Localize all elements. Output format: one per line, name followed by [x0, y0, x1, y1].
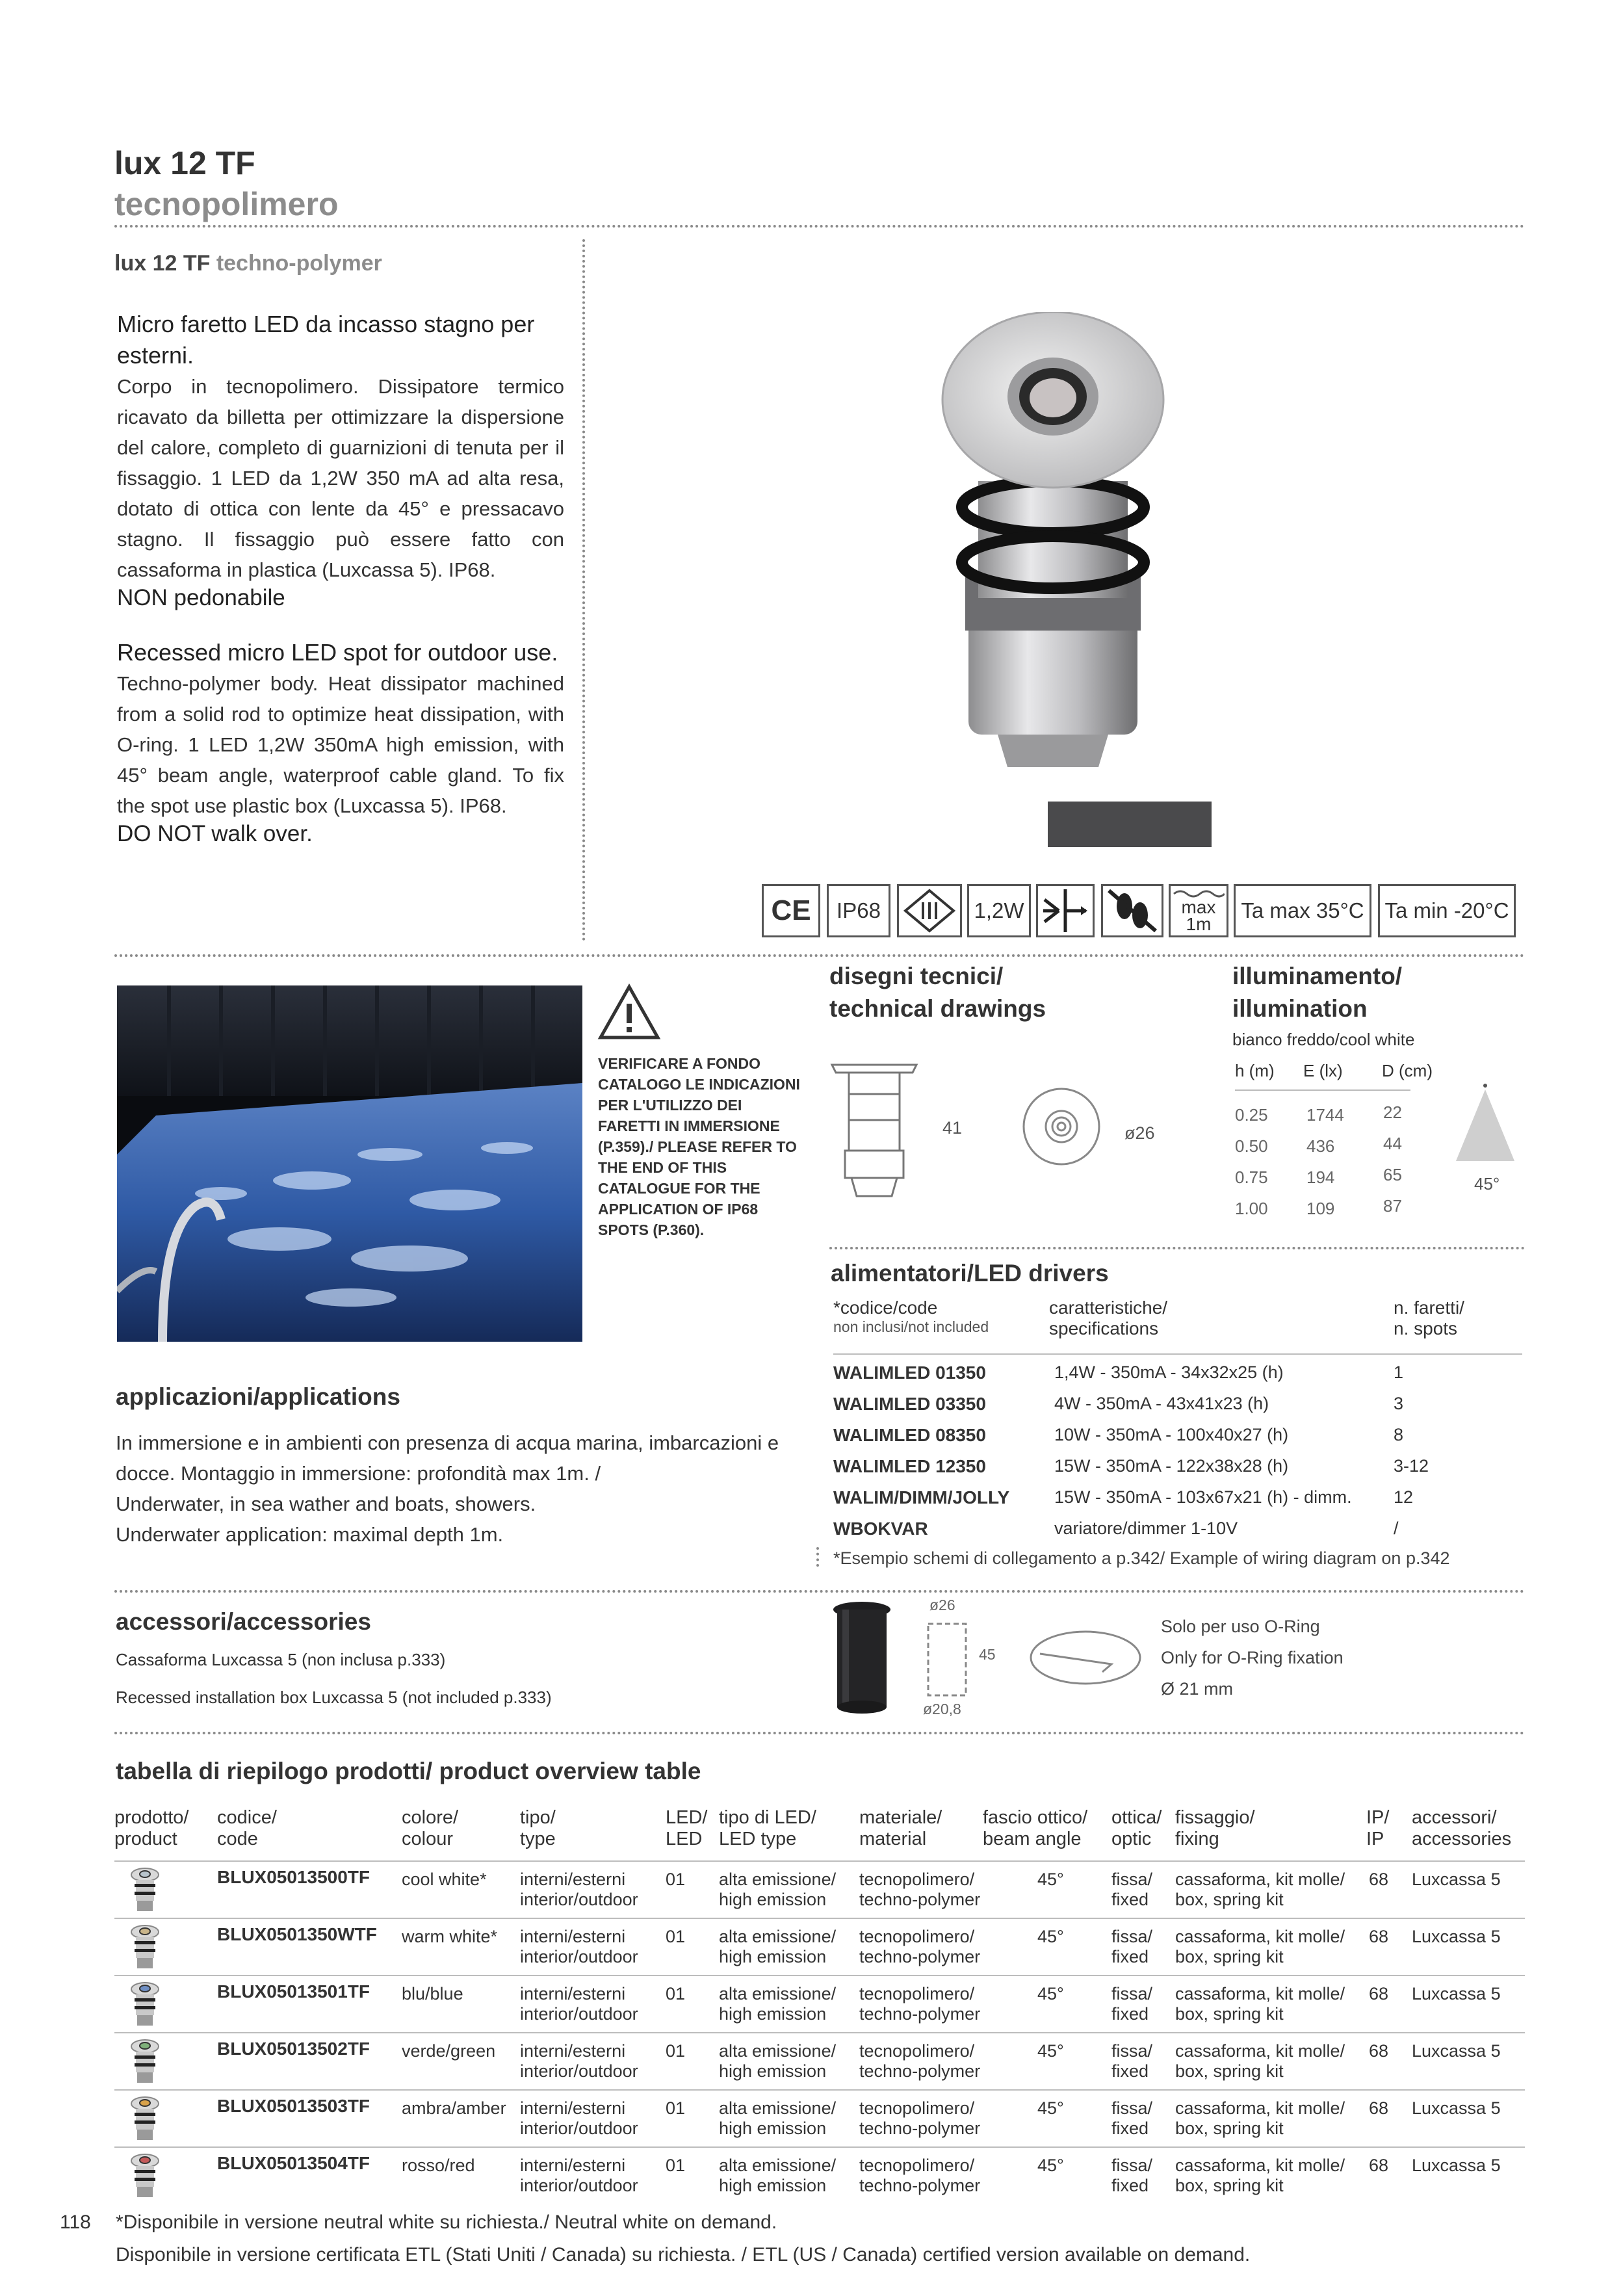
driver-row: WALIM/DIMM/JOLLY 15W - 350mA - 103x67x21 (h) - dimm. 12 — [833, 1487, 1414, 1507]
description — [117, 309, 564, 847]
accessories: Luxcassa 5 — [1412, 1984, 1501, 2003]
illum-rule — [1235, 1089, 1410, 1091]
illum-cell: 44 — [1383, 1134, 1402, 1153]
illumination-colour: bianco freddo/cool white — [1232, 1030, 1415, 1049]
header-fixing: fissaggio/ fixing — [1175, 1807, 1255, 1849]
colour: cool white* — [402, 1870, 487, 1889]
overview-header — [114, 1807, 1525, 1853]
colour: ambra/amber — [402, 2098, 506, 2118]
oring-text: Solo per uso O-Ring Only for O-Ring fixation Ø 21 mm — [1161, 1617, 1344, 1699]
description-it-head: Micro faretto LED da incasso stagno per esterni. — [117, 311, 535, 369]
illum-cell: 65 — [1383, 1165, 1402, 1184]
page-title: lux 12 TF — [114, 145, 255, 181]
beam-angle: 45° — [1037, 2098, 1064, 2118]
beam-angle: 45° — [1037, 2156, 1064, 2175]
description-it-body: Corpo in tecnopolimero. Dissipatore termico ricavato da billetta per ottimizzare la dispersione del calore, completo di guarnizioni di tenuta per il fissaggio. 1 LED da 1,2W 350 mA ad alta resa, dotato di ottica con lente da 45° e pressacavo stagno. Il fissaggio può essere fatto con cassaforma in plastica (Luxcassa 5). IP68. — [117, 375, 564, 581]
accessories: Luxcassa 5 — [1412, 2098, 1501, 2118]
max-label: max — [1181, 897, 1216, 917]
header-beam: fascio ottico/ beam angle — [983, 1807, 1088, 1849]
type: interni/esterni interior/outdoor — [520, 2098, 638, 2138]
illum-cell: 22 — [1383, 1102, 1402, 1122]
applications-line: In immersione e in ambienti con presenza di acqua marina, imbarcazioni e — [116, 1431, 779, 1454]
warning-text: VERIFICARE A FONDO CATALOGO LE INDICAZIONI PER L'UTILIZZO DEI FARETTI IN IMMERSIONE (P.359)./ PLEASE REFER TO THE END OF THIS CATALOGUE FOR THE APPLICATION OF IP68 SPOTS (P.360). — [598, 1055, 800, 1238]
divider — [114, 954, 1525, 957]
product-code: BLUX05013504TF — [217, 2153, 370, 2173]
height-dimension: 41 — [942, 1118, 963, 1138]
ip-rating: 68 — [1369, 2041, 1389, 2061]
en-title — [114, 251, 382, 276]
drivers-rule — [833, 1353, 1522, 1355]
page-number: 118 — [60, 2211, 91, 2233]
led-count: 01 — [666, 1870, 686, 1889]
overview-title: tabella di riepilogo prodotti/ product overview table — [116, 1758, 701, 1784]
material: tecnopolimero/ techno-polymer — [859, 2156, 981, 2195]
product-code: BLUX05013500TF — [217, 1867, 370, 1887]
description-en-body: Techno-polymer body. Heat dissipator machined from a solid rod to optimize heat dissipation, with O-ring. 1 LED 1,2W 350mA high emission, with 45° beam angle, waterproof cable gland. To fix the spot use plastic box (Luxcassa 5). IP68. — [117, 672, 564, 817]
accessories-line-en: Recessed installation box Luxcassa 5 (not included p.333) — [116, 1688, 552, 1707]
fixing: cassaforma, kit molle/ box, spring kit — [1175, 1870, 1345, 1909]
beam-angle: 45° — [1037, 1870, 1064, 1889]
beam-angle-label: 45° — [1474, 1174, 1500, 1194]
led-type: alta emissione/ high emission — [719, 1927, 837, 1966]
table-row — [114, 1918, 1525, 1976]
colour: rosso/red — [402, 2156, 475, 2175]
optic: fissa/ fixed — [1111, 1870, 1153, 1909]
type: interni/esterni interior/outdoor — [520, 2041, 638, 2081]
ip-rating: 68 — [1369, 1927, 1389, 1946]
accessories-title: accessori/accessories — [116, 1608, 371, 1635]
page-subtitle: tecnopolimero — [114, 186, 339, 222]
illumination-title: illuminamento/ illumination — [1232, 963, 1403, 1022]
divider — [114, 225, 1525, 228]
beam-angle: 45° — [1037, 2041, 1064, 2061]
divider — [829, 1247, 1525, 1249]
ce-mark: CE — [762, 884, 820, 937]
driver-row: WALIMLED 08350 10W - 350mA - 100x40x27 (h) 8 — [833, 1425, 1404, 1445]
led-count: 01 — [666, 1927, 686, 1946]
en-title-bold: lux 12 TF — [114, 251, 211, 276]
class-iii-icon — [897, 884, 962, 937]
header-material: materiale/ material — [859, 1807, 942, 1849]
illum-cell: 0.50 — [1235, 1136, 1268, 1156]
top-drawing — [1019, 1084, 1104, 1169]
header-type: tipo/ type — [520, 1807, 556, 1849]
header-accessories: accessori/ accessories — [1412, 1807, 1512, 1849]
product-code: BLUX05013503TF — [217, 2096, 370, 2116]
illum-cell: 87 — [1383, 1196, 1402, 1216]
product-thumbnail — [130, 1924, 160, 1971]
applications-line: docce. Montaggio in immersione: profondità max 1m. / — [116, 1462, 601, 1485]
product-thumbnail — [130, 2153, 160, 2200]
colour: verde/green — [402, 2041, 496, 2061]
beam-angle: 45° — [1037, 1984, 1064, 2003]
header-led-type: tipo di LED/ LED type — [719, 1807, 816, 1849]
ta-min: Ta min -20°C — [1378, 884, 1516, 937]
beam-direction-icon — [1036, 884, 1095, 937]
led-count: 01 — [666, 1984, 686, 2003]
type: interni/esterni interior/outdoor — [520, 1870, 638, 1909]
illum-cell: 0.25 — [1235, 1105, 1268, 1125]
divider — [114, 1590, 1525, 1593]
fixing: cassaforma, kit molle/ box, spring kit — [1175, 2156, 1345, 2195]
illumination-table — [1235, 1061, 1456, 1230]
table-row — [114, 2089, 1525, 2148]
divider — [114, 1732, 1525, 1734]
colour: blu/blue — [402, 1984, 463, 2003]
power-rating: 1,2W — [967, 884, 1031, 937]
header-ip: IP/ IP — [1366, 1807, 1390, 1849]
product-code: BLUX0501350WTF — [217, 1924, 377, 1944]
description-en-note: DO NOT walk over. — [117, 821, 313, 846]
ip-rating: 68 — [1369, 1984, 1389, 2003]
accessories: Luxcassa 5 — [1412, 2156, 1501, 2175]
table-row — [114, 2146, 1525, 2205]
colour: warm white* — [402, 1927, 498, 1946]
divider-vertical — [816, 1547, 819, 1567]
header-colour: colore/ colour — [402, 1807, 459, 1849]
illum-cell: 109 — [1306, 1199, 1335, 1218]
material: tecnopolimero/ techno-polymer — [859, 2098, 981, 2138]
fixing: cassaforma, kit molle/ box, spring kit — [1175, 2041, 1345, 2081]
product-code: BLUX05013501TF — [217, 1981, 370, 2002]
material: tecnopolimero/ techno-polymer — [859, 2041, 981, 2081]
type: interni/esterni interior/outdoor — [520, 1927, 638, 1966]
applications-line: Underwater application: maximal depth 1m. — [116, 1523, 504, 1546]
box-dim-side: 45 — [979, 1646, 996, 1663]
led-count: 01 — [666, 2041, 686, 2061]
illum-header-d: D (cm) — [1382, 1061, 1433, 1080]
drawings-title: disegni tecnici/ technical drawings — [829, 963, 1046, 1022]
led-count: 01 — [666, 2098, 686, 2118]
material: tecnopolimero/ techno-polymer — [859, 1927, 981, 1966]
depth-label: 1m — [1186, 914, 1212, 934]
illum-cell: 0.75 — [1235, 1168, 1268, 1187]
driver-row: WALIMLED 12350 15W - 350mA - 122x38x28 (h) 3-12 — [833, 1456, 1429, 1476]
illum-cell: 1.00 — [1235, 1199, 1268, 1218]
header-optic: ottica/ optic — [1111, 1807, 1162, 1849]
table-row — [114, 2032, 1525, 2091]
ta-max: Ta max 35°C — [1234, 884, 1371, 937]
accessories: Luxcassa 5 — [1412, 1870, 1501, 1889]
luxcassa-box-image — [829, 1600, 894, 1717]
header-product: prodotto/ product — [114, 1807, 189, 1849]
fixing: cassaforma, kit molle/ box, spring kit — [1175, 1927, 1345, 1966]
ip-rating: 68 — [1369, 1870, 1389, 1889]
illum-header-e: E (lx) — [1303, 1061, 1343, 1080]
colour-swatch — [1048, 802, 1212, 847]
box-dim-top: ø26 — [929, 1597, 955, 1613]
drivers-header-code: *codice/code non inclusi/not included — [833, 1298, 989, 1335]
product-thumbnail — [130, 2039, 160, 2085]
led-count: 01 — [666, 2156, 686, 2175]
ip-rating: 68 — [1369, 2098, 1389, 2118]
illum-cell: 436 — [1306, 1136, 1335, 1156]
driver-row: WALIMLED 03350 4W - 350mA - 43x41x23 (h) 3 — [833, 1394, 1404, 1414]
led-type: alta emissione/ high emission — [719, 2041, 837, 2081]
driver-row: WALIMLED 01350 1,4W - 350mA - 34x32x25 (h) 1 — [833, 1363, 1404, 1383]
applications-title: applicazioni/applications — [116, 1383, 400, 1410]
side-drawing — [829, 1058, 927, 1201]
accessories: Luxcassa 5 — [1412, 2041, 1501, 2061]
drivers-note: *Esempio schemi di collegamento a p.342/ Example of wiring diagram on p.342 — [833, 1548, 1450, 1568]
footer-note-2: Disponibile in versione certificata ETL (Stati Uniti / Canada) su richiesta. / ETL (US / Canada) certified version available on demand. — [116, 2244, 1251, 2265]
accessories: Luxcassa 5 — [1412, 1927, 1501, 1946]
driver-row: WBOKVAR variatore/dimmer 1-10V / — [833, 1519, 1399, 1539]
diameter-dimension: ø26 — [1124, 1123, 1155, 1143]
product-thumbnail — [130, 2096, 160, 2143]
illum-header-h: h (m) — [1235, 1061, 1275, 1080]
optic: fissa/ fixed — [1111, 2098, 1153, 2138]
drivers-title: alimentatori/LED drivers — [831, 1260, 1109, 1286]
divider-vertical — [582, 239, 585, 941]
pool-photo — [117, 985, 582, 1342]
oring-drawing — [1027, 1625, 1144, 1690]
type: interni/esterni interior/outdoor — [520, 2156, 638, 2195]
header-led: LED/ LED — [666, 1807, 708, 1849]
applications-line: Underwater, in sea wather and boats, showers. — [116, 1493, 536, 1515]
material: tecnopolimero/ techno-polymer — [859, 1984, 981, 2024]
en-title-grey: techno-polymer — [216, 251, 382, 276]
material: tecnopolimero/ techno-polymer — [859, 1870, 981, 1909]
fixing: cassaforma, kit molle/ box, spring kit — [1175, 2098, 1345, 2138]
led-type: alta emissione/ high emission — [719, 1870, 837, 1909]
luxcassa-drawing — [922, 1617, 974, 1702]
optic: fissa/ fixed — [1111, 1984, 1153, 2024]
fixing: cassaforma, kit molle/ box, spring kit — [1175, 1984, 1345, 2024]
product-thumbnail — [130, 1867, 160, 1914]
product-image — [884, 312, 1235, 813]
description-it-note: NON pedonabile — [117, 585, 285, 610]
table-row — [114, 1860, 1525, 1919]
header-code: codice/ code — [217, 1807, 277, 1849]
drivers-header-spots: n. faretti/ n. spots — [1394, 1298, 1464, 1338]
drivers-header-spec: caratteristiche/ specifications — [1049, 1298, 1168, 1338]
immersion-depth-icon — [1169, 884, 1228, 937]
optic: fissa/ fixed — [1111, 1927, 1153, 1966]
no-walk-icon — [1101, 884, 1163, 937]
ip-rating: 68 — [1369, 2156, 1389, 2175]
ip-rating: IP68 — [827, 884, 890, 937]
table-row — [114, 1975, 1525, 2033]
led-type: alta emissione/ high emission — [719, 2098, 837, 2138]
led-type: alta emissione/ high emission — [719, 1984, 837, 2024]
beam-angle: 45° — [1037, 1927, 1064, 1946]
accessories-line-it: Cassaforma Luxcassa 5 (non inclusa p.333) — [116, 1650, 446, 1669]
led-type: alta emissione/ high emission — [719, 2156, 837, 2195]
product-thumbnail — [130, 1981, 160, 2028]
optic: fissa/ fixed — [1111, 2041, 1153, 2081]
illum-cell: 1744 — [1306, 1105, 1344, 1125]
description-en-head: Recessed micro LED spot for outdoor use. — [117, 639, 558, 666]
warning-icon — [597, 983, 662, 1041]
applications-text — [116, 1428, 818, 1550]
footer-note-1: *Disponibile in versione neutral white su richiesta./ Neutral white on demand. — [116, 2211, 777, 2233]
optic: fissa/ fixed — [1111, 2156, 1153, 2195]
illum-cell: 194 — [1306, 1168, 1335, 1187]
type: interni/esterni interior/outdoor — [520, 1984, 638, 2024]
box-dim-bottom: ø20,8 — [923, 1701, 961, 1717]
beam-cone-icon — [1449, 1083, 1521, 1168]
product-code: BLUX05013502TF — [217, 2039, 370, 2059]
